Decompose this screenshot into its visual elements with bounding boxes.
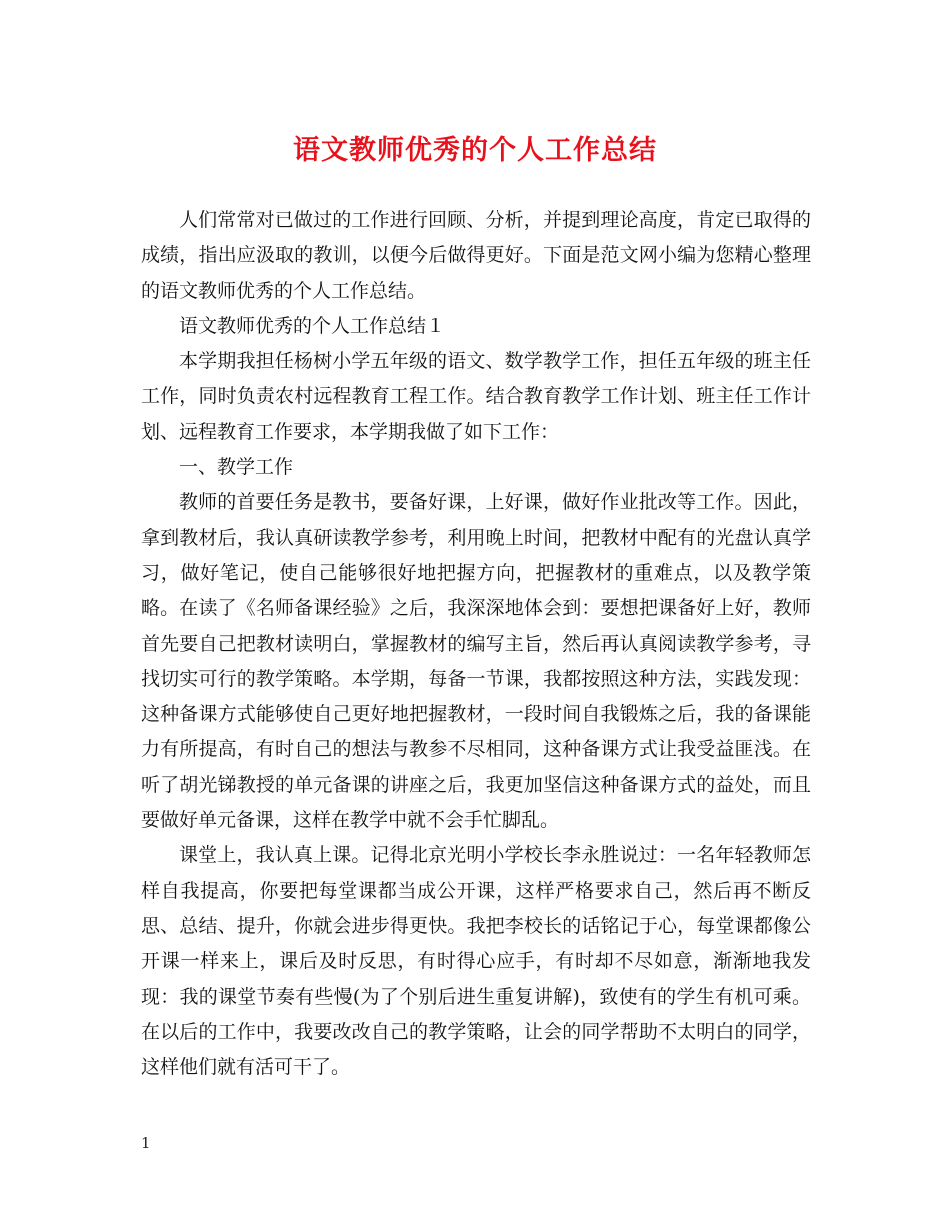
classroom-teaching-paragraph: 课堂上，我认真上课。记得北京光明小学校长李永胜说过：一名年轻教师怎样自我提高，你要把每堂课都当成公开课，这样严格要求自己，然后再不断反思、总结、提升，你就会进步得更快。我把李校长的话铭记于心，每堂课都像公开课一样来上，课后及时反思，有时得心应手，有时却不尽如意，渐渐地我发现：我的课堂节奏有些慢(为了个别后进生重复讲解)，致使有的学生有机可乘。在以后的工作中，我要改改自己的教学策略，让会的同学帮助不太明白的同学，这样他们就有活可干了。 [141,844,811,1079]
section-heading-summary-1: 语文教师优秀的个人工作总结１ [179,314,446,337]
intro-paragraph: 人们常常对已做过的工作进行回顾、分析，并提到理论高度，肯定已取得的成绩，指出应汲取的教训，以便今后做得更好。下面是范文网小编为您精心整理的语文教师优秀的个人工作总结。 [141,209,811,302]
page-number: 1 [141,1134,151,1152]
work-overview-paragraph: 本学期我担任杨树小学五年级的语文、数学教学工作，担任五年级的班主任工作，同时负责农村远程教育工程工作。结合教育教学工作计划、班主任工作计划、远程教育工作要求，本学期我做了如下工作： [141,350,811,443]
lesson-preparation-paragraph: 教师的首要任务是教书，要备好课，上好课，做好作业批改等工作。因此，拿到教材后，我认真研读教学参考，利用晚上时间，把教材中配有的光盘认真学习，做好笔记，使自己能够很好地把握方向，把握教材的重难点，以及教学策略。在读了《名师备课经验》之后，我深深地体会到：要想把课备好上好，教师首先要自己把教材读明白，掌握教材的编写主旨，然后再认真阅读教学参考，寻找切实可行的教学策略。本学期，每备一节课，我都按照这种方法，实践发现：这种备课方式能够使自己更好地把握教材，一段时间自我锻炼之后，我的备课能力有所提高，有时自己的想法与教参不尽相同，这种备课方式让我受益匪浅。在听了胡光锑教授的单元备课的讲座之后，我更加坚信这种备课方式的益处，而且要做好单元备课，这样在教学中就不会手忙脚乱。 [141,491,811,832]
section-heading-teaching-work: 一、教学工作 [179,456,294,479]
document-title: 语文教师优秀的个人工作总结 [293,135,657,166]
document-body [141,203,811,1085]
